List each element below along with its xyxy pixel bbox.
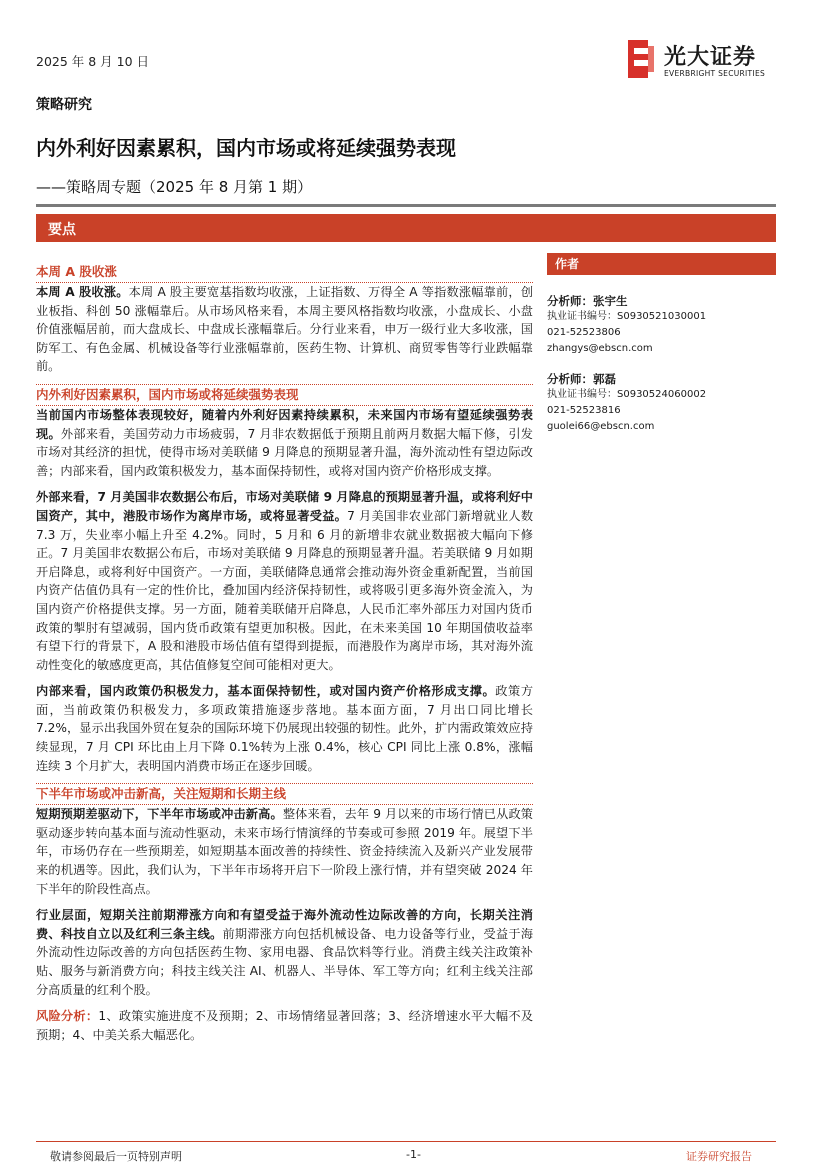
analyst-card (547, 371, 776, 435)
key-points-label: 要点 (48, 222, 76, 238)
footer-report-type: 证券研究报告 (686, 1150, 752, 1163)
analyst-name: 分析师：郭磊 (547, 372, 616, 386)
report-subtitle: ——策略周专题（2025 年 8 月第 1 期） (36, 178, 313, 196)
paragraph-factors-1 (36, 406, 533, 480)
analyst-email[interactable]: zhangys@ebscn.com (547, 343, 653, 354)
paragraph-factors-2 (36, 488, 533, 674)
author-header-bar (547, 253, 776, 275)
paragraph-weekly (36, 283, 533, 376)
risk-body: 1、政策实施进度不及预期；2、市场情绪显著回落；3、经济增速水平大幅不及预期；4、中美关系大幅恶化。 (36, 1009, 534, 1042)
section-heading-weekly: 本周 A 股收涨 (36, 262, 533, 283)
body-factors-2: 7 月美国非农业部门新增就业人数 7.3 万，失业率小幅上升至 4.2%。同时，5 月和 6 月的新增非农就业数据被大幅向下修正。7 月美国非农数据公布后，市场对美联储 9 月降息的预期显著升温。若美联储 9 月如期开启降息，或将利好中国资产。一方面，美联储降息通常会推动海外资金重新配置，当前国内资产估值仍具有一定的性价比，叠加国内经济保持韧性，或将吸引更多海外资金流入，为国内资产价格提供支撑。另一方面，随着美联储开启降息，人民币汇率外部压力对国内货币政策的掣肘有望减弱，国内货币政策有望更加积极。因此，在未来美国 10 年期国债收益率有望下行的背景下，A 股和港股市场估值有望得到提振，而港股作为离岸市场，其对海外流动性变化的敏感度更高，其估值修复空间可能相对更大。 (36, 508, 534, 672)
analyst-card (547, 293, 776, 357)
lead-weekly: 本周 A 股收涨。 (36, 285, 129, 299)
author-sidebar (547, 253, 776, 435)
key-points-bar (36, 214, 776, 242)
footer-divider (36, 1141, 776, 1142)
logo-text-cn: 光大证券 (664, 45, 757, 70)
lead-outlook-2: 行业层面，短期关注前期滞涨方向和有望受益于海外流动性边际改善的方向，长期关注消费、科技自立以及红利三条主线。 (36, 908, 533, 941)
analyst-phone: 021-52523806 (547, 327, 621, 338)
lead-outlook-1: 短期预期差驱动下，下半年市场或冲击新高。 (36, 807, 283, 822)
report-date: 2025 年 8 月 10 日 (36, 54, 150, 69)
risk-label: 风险分析： (36, 1009, 99, 1024)
analyst-email[interactable]: guolei66@ebscn.com (547, 421, 655, 432)
everbright-logo-icon (626, 38, 656, 80)
main-content (36, 262, 533, 1044)
body-factors-3: 政策方面，当前政策仍积极发力，多项政策措施逐步落地。基本面方面，7 月出口同比增长 7.2%，显示出我国外贸在复杂的国际环境下仍展现出较强的韧性。此外，扩内需政策效应持续显现，7 月 CPI 环比由上月下降 0.1%转为上涨 0.4%，核心 CPI 同比上涨 0.8%，涨幅连续 3 个月扩大，表明国内消费市场正在逐步回暖。 (36, 684, 534, 773)
report-category: 策略研究 (36, 97, 92, 113)
body-outlook-1: 整体来看，去年 9 月以来的市场行情已从政策驱动逐步转向基本面与流动性驱动，未来市场行情演绎的节奏或可参照 2019 年。展望下半年，市场仍存在一些预期差，如短期基本面改善的持续性、资金持续流入及新兴产业发展带来的机遇等。因此，我们认为，下半年市场将开启下一阶段上涨行情，并有望突破 2024 年下半年的阶段性高点。 (36, 807, 533, 896)
body-weekly: 本周 A 股主要宽基指数均收涨，上证指数、万得全 A 等指数涨幅靠前，创业板指、科创 50 涨幅靠后。从市场风格来看，本周主要风格指数均收涨，小盘成长、小盘价值涨幅居前，而大盘成长、中盘成长涨幅靠后。分行业来看，申万一级行业大多收涨，国防军工、有色金属、机械设备等行业涨幅靠前，医药生物、计算机、商贸零售等行业跌幅靠前。 (36, 285, 534, 374)
paragraph-factors-3 (36, 682, 533, 775)
analyst-phone: 021-52523816 (547, 405, 621, 416)
section-heading-factors: 内外利好因素累积，国内市场或将延续强势表现 (36, 384, 533, 406)
analyst-cert: 执业证书编号：S0930521030001 (547, 311, 707, 322)
paragraph-risk (36, 1007, 533, 1044)
section-heading-outlook: 下半年市场或冲击新高，关注短期和长期主线 (36, 783, 533, 805)
analyst-name: 分析师：张宇生 (547, 294, 628, 308)
paragraph-outlook-2 (36, 906, 533, 999)
lead-factors-2: 外部来看，7 月美国非农数据公布后，市场对美联储 9 月降息的预期显著升温，或将利好中国资产，其中，港股市场作为离岸市场，或将显著受益。 (36, 490, 533, 523)
title-divider (36, 204, 776, 207)
body-factors-1: 外部来看，美国劳动力市场疲弱，7 月非农数据低于预期且前两月数据大幅下修，引发市场对其经济的担忧，使得市场对美联储 9 月降息的预期显著升温，海外流动性有望边际改善；内部来看，国内政策积极发力，基本面保持韧性，或将对国内资产价格形成支撑。 (36, 426, 533, 478)
footer-disclaimer: 敬请参阅最后一页特别声明 (50, 1150, 182, 1163)
analyst-cert: 执业证书编号：S0930524060002 (547, 389, 707, 400)
report-title: 内外利好因素累积，国内市场或将延续强势表现 (36, 136, 456, 160)
company-logo (626, 38, 776, 86)
lead-factors-1: 当前国内市场整体表现较好，随着内外利好因素持续累积，未来国内市场有望延续强势表现。 (36, 407, 533, 441)
page-number: -1- (406, 1148, 421, 1161)
body-outlook-2: 前期滞涨方向包括机械设备、电力设备等行业，受益于海外流动性边际改善的方向包括医药生物、家用电器、食品饮料等行业。消费主线关注政策补贴、服务与新消费方向；科技主线关注 AI、机器人、半导体、军工等方向；红利主线关注部分高质量的红利个股。 (36, 926, 534, 997)
lead-factors-3: 内部来看，国内政策仍积极发力，基本面保持韧性，或对国内资产价格形成支撑。 (36, 684, 496, 699)
logo-text-en: EVERBRIGHT SECURITIES (664, 69, 766, 78)
paragraph-outlook-1 (36, 805, 533, 898)
author-label: 作者 (555, 257, 580, 271)
